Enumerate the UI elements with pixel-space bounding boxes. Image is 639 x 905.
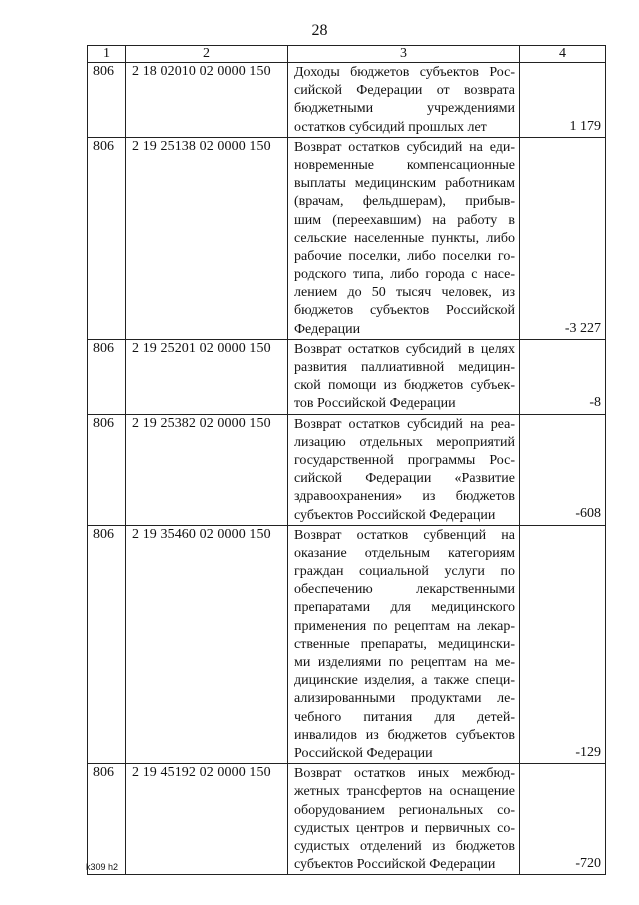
- description-line: применения по рецептам на лекар-: [294, 618, 515, 634]
- budget-code-cell: 2 18 02010 02 0000 150: [126, 63, 288, 138]
- amount-cell: -129: [520, 525, 606, 763]
- page-number: 28: [311, 22, 328, 39]
- column-header-1: 1: [88, 46, 126, 63]
- description-line: сельские населенные пункты, либо: [294, 230, 515, 246]
- description-line: сийской Федерации от возврата: [294, 83, 515, 99]
- description-line: Возврат остатков иных межбюд-: [294, 766, 515, 782]
- admin-code-cell: 806: [88, 414, 126, 525]
- description-line: Возврат остатков субвенций на: [294, 527, 515, 543]
- description-line: Доходы бюджетов субъектов Рос-: [294, 65, 515, 80]
- description-line: государственной программы Рос-: [294, 452, 515, 468]
- description-cell: [288, 339, 520, 414]
- admin-code-cell: 806: [88, 137, 126, 339]
- description-line: чебного питания для детей-: [294, 709, 515, 725]
- description-line: Российской Федерации: [294, 745, 433, 761]
- description-line: новременные компенсационные: [294, 157, 515, 173]
- table-row: [88, 63, 606, 138]
- description-line: лизацию отдельных мероприятий: [294, 434, 515, 450]
- description-line: оборудованием региональных со-: [294, 802, 515, 818]
- amount-cell: -608: [520, 414, 606, 525]
- table-header: [88, 46, 606, 63]
- table-row: [88, 764, 606, 875]
- description-line: инвалидов из бюджетов субъектов: [294, 727, 515, 743]
- admin-code-cell: 806: [88, 63, 126, 138]
- description-cell: [288, 764, 520, 875]
- description-line: тов Российской Федерации: [294, 396, 456, 412]
- footer-code: k309 h2: [86, 862, 119, 872]
- budget-code-cell: 2 19 25382 02 0000 150: [126, 414, 288, 525]
- description-line: оказание отдельным категориям: [294, 545, 515, 561]
- description-line: Возврат остатков субсидий на еди-: [294, 139, 515, 155]
- description-line: препаратами для медицинского: [294, 600, 515, 616]
- description-cell: [288, 414, 520, 525]
- description-line: субъектов Российской Федерации: [294, 507, 496, 523]
- description-line: ской помощи из бюджетов субъек-: [294, 378, 515, 394]
- budget-code-cell: 2 19 25201 02 0000 150: [126, 339, 288, 414]
- description-line: сийской Федерации «Развитие: [294, 471, 515, 487]
- table-row: [88, 414, 606, 525]
- description-line: выплаты медицинским работникам: [294, 176, 515, 192]
- table-row: [88, 525, 606, 763]
- admin-code-cell: 806: [88, 525, 126, 763]
- description-line: остатков субсидий прошлых лет: [294, 119, 487, 135]
- description-line: развития паллиативной медицин-: [294, 360, 515, 375]
- description-line: Федерации: [294, 321, 361, 337]
- budget-code-cell: 2 19 45192 02 0000 150: [126, 764, 288, 875]
- description-line: здравоохранения» из бюджетов: [294, 489, 515, 505]
- description-line: судистых отделений из бюджетов: [294, 838, 515, 854]
- description-line: субъектов Российской Федерации: [294, 857, 496, 873]
- amount-cell: -720: [520, 764, 606, 875]
- description-line: обеспечению лекарственными: [294, 582, 515, 598]
- description-line: лением до 50 тысяч человек, из: [294, 285, 515, 301]
- column-header-2: 2: [126, 46, 288, 63]
- amount-cell: 1 179: [520, 63, 606, 138]
- budget-code-cell: 2 19 35460 02 0000 150: [126, 525, 288, 763]
- description-cell: [288, 137, 520, 339]
- budget-code-cell: 2 19 25138 02 0000 150: [126, 137, 288, 339]
- table-row: [88, 339, 606, 414]
- amount-cell: -3 227: [520, 137, 606, 339]
- amount-cell: -8: [520, 339, 606, 414]
- description-line: Возврат остатков субсидий на реа-: [294, 416, 515, 432]
- description-line: дицинские изделия, а также специ-: [294, 673, 515, 689]
- description-line: шим (переехавшим) на работу в: [294, 212, 515, 228]
- budget-table: [87, 45, 606, 875]
- description-line: бюджетными учреждениями: [294, 101, 515, 117]
- description-line: Возврат остатков субсидий в целях: [294, 341, 515, 357]
- description-line: граждан социальной услуги по: [294, 564, 515, 580]
- column-header-4: 4: [520, 46, 606, 63]
- description-line: бюджетов субъектов Российской: [294, 303, 515, 319]
- admin-code-cell: 806: [88, 339, 126, 414]
- description-line: ственные препараты, медицински-: [294, 636, 515, 652]
- description-line: (врачам, фельдшерам), прибыв-: [294, 194, 515, 210]
- description-line: судистых центров и первичных со-: [294, 820, 515, 836]
- description-line: рабочие поселки, либо поселки го-: [294, 248, 515, 264]
- description-cell: [288, 63, 520, 138]
- description-line: родского типа, либо города с насе-: [294, 267, 515, 283]
- table-row: [88, 137, 606, 339]
- description-line: ализированными продуктами ле-: [294, 691, 515, 707]
- description-cell: [288, 525, 520, 763]
- description-line: жетных трансфертов на оснащение: [294, 784, 515, 800]
- column-header-3: 3: [288, 46, 520, 63]
- table-body: [88, 63, 606, 875]
- description-line: ми изделиями по рецептам на ме-: [294, 655, 515, 670]
- admin-code-cell: 806: [88, 764, 126, 875]
